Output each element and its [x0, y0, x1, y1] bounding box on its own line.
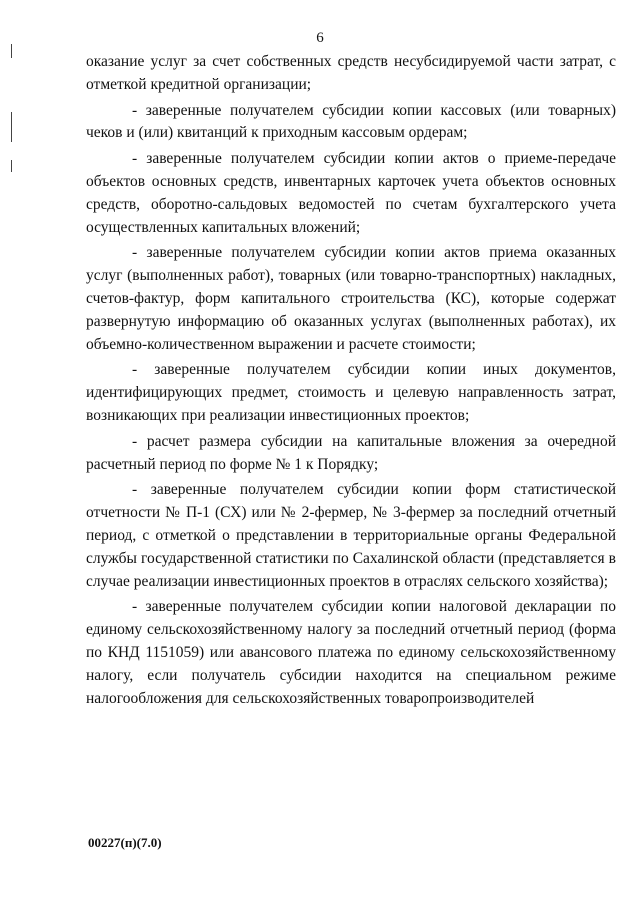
paragraph-payment-note: оказание услуг за счет собственных средств несубсидируемой части затрат, с отметкой кредитной организации;: [86, 53, 616, 93]
paragraph-tax-declaration: - заверенные получателем субсидии копии налоговой декларации по единому сельскохозяйственному налогу за последний отчетный период (форма по КНД 1151059) или авансового платежа по единому сельскохозяйственному налогу, если получатель субсидии находится на специальном режиме налогообложения для сельскохозяйственных товаропроизводителей: [86, 598, 616, 707]
paragraph-service-acts: - заверенные получателем субсидии копии актов приема оказанных услуг (выполненных работ), товарных (или товарно-транспортных) накладных, счетов-фактур, форм капитального строительства (КС), которые содержат развернутую информацию об оказанных услугах (выполненных работах), их объемно-количественном выражении и расчете стоимости;: [86, 244, 616, 353]
scan-margin-mark: [11, 160, 12, 172]
paragraph-receipts: - заверенные получателем субсидии копии кассовых (или товарных) чеков и (или) квитанций к приходным кассовым ордерам;: [86, 101, 616, 142]
document-body: [86, 51, 616, 710]
document-code: 00227(п)(7.0): [88, 835, 162, 850]
paragraph-fixed-assets: - заверенные получателем субсидии копии актов о приеме-передаче объектов основных средств, инвентарных карточек учета объектов основных средств, оборотно-сальдовых ведомостей по счетам бухгалтерского учета осуществленных капитальных вложений;: [86, 150, 616, 236]
paragraph-statistics-forms: - заверенные получателем субсидии копии форм статистической отчетности № П-1 (СХ) или № 2-фермер, № 3-фермер за последний отчетный период, с отметкой о представлении в территориальные органы Федеральной службы государственной статистики по Сахалинской области (представляется в случае реализации инвестиционных проектов в отраслях сельского хозяйства);: [86, 481, 616, 590]
paragraph-subsidy-calculation: - расчет размера субсидии на капитальные вложения за очередной расчетный период по форме № 1 к Порядку;: [86, 432, 616, 473]
scan-margin-mark: [11, 112, 12, 142]
page-number: 6: [316, 30, 324, 46]
paragraph-other-documents: - заверенные получателем субсидии копии иных документов, идентифицирующих предмет, стоимость и целевую направленность затрат, возникающих при реализации инвестиционных проектов;: [86, 361, 616, 424]
